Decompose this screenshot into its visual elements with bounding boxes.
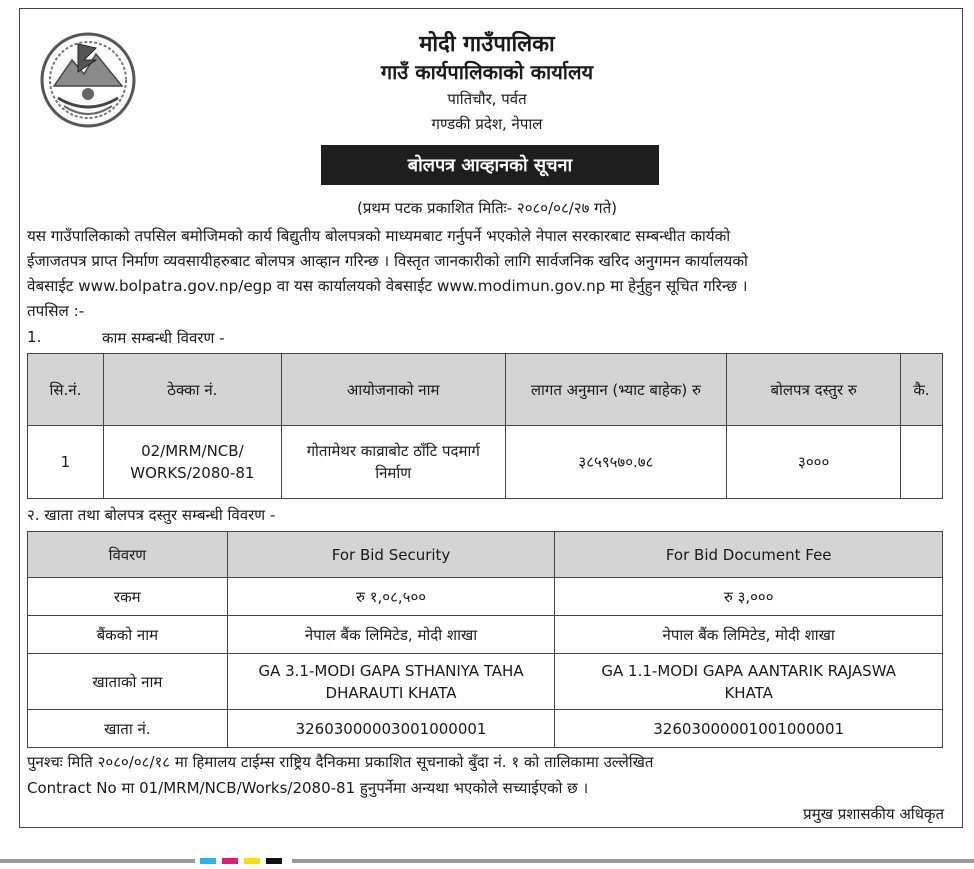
security-value: 32603000003001000001 — [227, 710, 555, 748]
table-row — [28, 578, 943, 616]
col-header-label: विवरण — [28, 532, 228, 578]
municipality-name: मोदी गाउँपालिका — [419, 32, 555, 57]
postscript-line-1: पुनश्चः मिति २०८०/०८/१८ मा हिमालय टाईम्स राष्ट्रिय दैनिकमा प्रकाशित सूचनाको बुँदा नं. १ को तालिकामा उल्लेखित — [27, 753, 654, 771]
col-header-sn: सि.नं. — [28, 354, 104, 426]
section-1-title: काम सम्बन्धी विवरण - — [102, 329, 225, 347]
section-2-title: २. खाता तथा बोलपत्र दस्तुर सम्बन्धी विवरण - — [27, 506, 276, 524]
postscript-line-2: Contract No मा 01/MRM/NCB/Works/2080-81 हुनुपर्नेमा अन्यथा भएकोले सच्याईएको छ । — [27, 779, 589, 797]
docfee-value: 32603000001001000001 — [555, 710, 943, 748]
cell-fee: ३००० — [727, 426, 901, 499]
security-value: GA 3.1-MODI GAPA STHANIYA TAHA DHARAUTI KHATA — [227, 654, 555, 710]
table-header-row — [28, 354, 943, 426]
color-swatch-yellow — [244, 858, 260, 864]
table-row — [28, 426, 943, 499]
account-details-table — [27, 531, 943, 748]
footer-rule-left — [0, 859, 195, 863]
color-swatch-black — [266, 858, 282, 864]
section-1-number: 1. — [27, 328, 42, 346]
row-label: रकम — [28, 578, 228, 616]
col-header-project: आयोजनाको नाम — [281, 354, 505, 426]
col-header-cost: लागत अनुमान (भ्याट बाहेक) रु — [505, 354, 727, 426]
table-header-row — [28, 532, 943, 578]
intro-paragraph — [27, 224, 951, 324]
office-name: गाउँ कार्यपालिकाको कार्यालय — [380, 60, 594, 84]
notice-title-banner: बोलपत्र आव्हानको सूचना — [321, 145, 659, 185]
docfee-value: GA 1.1-MODI GAPA AANTARIK RAJASWA KHATA — [555, 654, 943, 710]
cell-cost: ३८५९५७०.७८ — [505, 426, 727, 499]
table-row — [28, 710, 943, 748]
docfee-value: रु ३,००० — [555, 578, 943, 616]
row-label: खाताको नाम — [28, 654, 228, 710]
docfee-value: नेपाल बैंक लिमिटेड, मोदी शाखा — [555, 616, 943, 654]
office-address: पातिचौर, पर्वत — [447, 90, 527, 108]
intro-line-3: वेबसाईट www.bolpatra.gov.np/egp वा यस कार्यालयको वेबसाईट www.modimun.gov.np मा हेर्नुहुन सूचित गरिन्छ । — [27, 277, 748, 295]
color-swatch-magenta — [222, 858, 238, 864]
table-row — [28, 654, 943, 710]
security-value: रु १,०८,५०० — [227, 578, 555, 616]
cell-project: गोतामेथर काव्राबोट ठाँटि पदमार्ग निर्माण — [281, 426, 505, 499]
table-row — [28, 616, 943, 654]
cell-contract: 02/MRM/NCB/ WORKS/2080-81 — [103, 426, 281, 499]
col-header-remarks: कै. — [901, 354, 943, 426]
col-header-fee: बोलपत्र दस्तुर रु — [727, 354, 901, 426]
row-label: खाता नं. — [28, 710, 228, 748]
cell-remarks — [901, 426, 943, 499]
security-value: नेपाल बैंक लिमिटेड, मोदी शाखा — [227, 616, 555, 654]
intro-line-2: ईजाजतपत्र प्राप्त निर्माण व्यवसायीहरुबाट बोलपत्र आव्हान गरिन्छ । विस्तृत जानकारीको लागि सार्वजनिक खरिद अनुगमन कार्यालयको — [27, 252, 748, 270]
signature-title: प्रमुख प्रशासकीय अधिकृत — [803, 805, 944, 823]
schedule-label: तपसिल :- — [27, 302, 85, 320]
footer-rule-right — [292, 859, 974, 863]
intro-line-1: यस गाउँपालिकाको तपसिल बमोजिमको कार्य बिद्युतीय बोलपत्रको माध्यमबाट गर्नुपर्ने भएकोले नेपाल सरकारबाट सम्बन्धीत कार्यको — [27, 227, 731, 245]
publication-date: (प्रथम पटक प्रकाशित मितिः- २०८०/०८/२७ गते) — [356, 199, 618, 217]
col-header-doc-fee: For Bid Document Fee — [555, 532, 943, 578]
row-label: बैंकको नाम — [28, 616, 228, 654]
cell-sn: 1 — [28, 426, 104, 499]
province-name: गण्डकी प्रदेश, नेपाल — [431, 115, 543, 133]
col-header-bid-security: For Bid Security — [227, 532, 555, 578]
work-details-table — [27, 353, 943, 499]
color-swatch-cyan — [200, 858, 216, 864]
col-header-contract: ठेक्का नं. — [103, 354, 281, 426]
